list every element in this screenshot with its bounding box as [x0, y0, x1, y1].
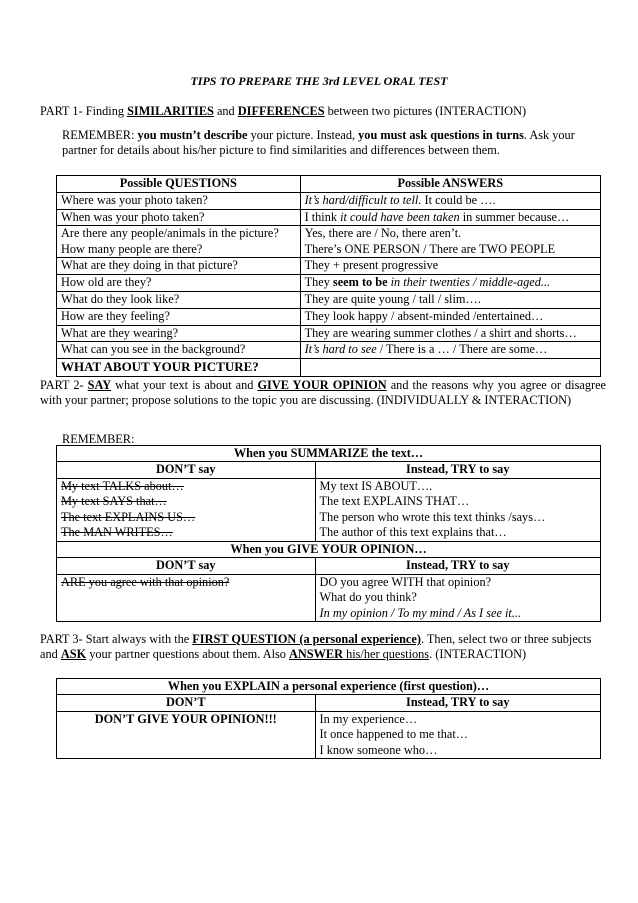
- table-row: [57, 574, 601, 621]
- wrong-phrase: My text SAYS that…: [61, 494, 167, 509]
- what-about-your-picture: WHAT ABOUT YOUR PICTURE?: [57, 359, 301, 376]
- table-row: [57, 258, 601, 275]
- table-row: [57, 308, 601, 325]
- answer-cell: Yes, there are / No, there aren’t. There’s ONE PERSON / There are TWO PEOPLE: [300, 226, 600, 258]
- wrong-phrase: My text TALKS about…: [61, 478, 184, 493]
- col-header-answers: Possible ANSWERS: [300, 176, 600, 193]
- dont-say-cell: [57, 478, 316, 541]
- try-say-cell: [315, 711, 600, 758]
- try-say-header: Instead, TRY to say: [315, 462, 600, 478]
- part3-answer: ANSWER: [289, 647, 343, 662]
- answer-cell: They are wearing summer clothes / a shirt and shorts…: [300, 325, 600, 342]
- part2-remember: REMEMBER:: [62, 432, 135, 446]
- wrong-phrase: The text EXPLAINS US…: [61, 509, 196, 524]
- part1-similarities: SIMILARITIES: [127, 104, 214, 118]
- table-row: [57, 478, 601, 541]
- correct-phrase: The author of this text explains that…: [319, 525, 507, 540]
- answer-text: in summer because…: [459, 209, 570, 224]
- question-cell: How are they feeling?: [57, 308, 301, 325]
- table-row: [57, 342, 601, 359]
- question-cell: What are they wearing?: [57, 325, 301, 342]
- questions-answers-table: [56, 175, 601, 377]
- part3-heading-also: your partner questions about them. Also: [86, 647, 290, 662]
- answer-cell: They are quite young / tall / slim….: [300, 291, 600, 308]
- part2-heading-mid: what your text is about and: [111, 378, 258, 392]
- answer-italic: It’s hard/difficult to tell.: [304, 192, 422, 207]
- question-cell: Are there any people/animals in the picture? How many people are there?: [57, 226, 301, 258]
- wrong-phrase: ARE you agree with that opinion?: [61, 574, 230, 589]
- answer-cell: [300, 342, 600, 359]
- answer-italic: in their twenties / middle-aged...: [387, 275, 551, 290]
- answer-cell: [300, 192, 600, 209]
- table-row: [57, 325, 601, 342]
- part3-heading-text: PART 3- Start always with the: [40, 632, 193, 646]
- answer-cell: [300, 209, 600, 226]
- correct-phrase: In my experience…: [319, 711, 418, 726]
- remember-text-2: . Ask your partner for details about his/her picture to find similarities and differences between them.: [62, 128, 575, 158]
- table-row: [57, 192, 601, 209]
- col-header-questions: Possible QUESTIONS: [57, 176, 301, 193]
- answer-italic: It’s hard to see: [304, 342, 377, 357]
- remember-bold-2: you must ask questions in turns: [358, 128, 524, 142]
- document-title: TIPS TO PREPARE THE 3rd LEVEL ORAL TEST: [190, 74, 448, 88]
- remember-label: REMEMBER:: [62, 128, 138, 142]
- answer-text: I think: [304, 209, 341, 224]
- part3-first-question: FIRST QUESTION (a personal experience): [192, 632, 421, 646]
- answer-cell: They look happy / absent-minded /entertained…: [300, 308, 600, 325]
- remember-text-1: your picture. Instead,: [247, 128, 359, 142]
- experience-title: When you EXPLAIN a personal experience (first question)…: [57, 679, 601, 695]
- part3-heading-rest: . (INTERACTION): [429, 647, 527, 662]
- try-say-cell: [315, 478, 600, 541]
- question-cell: How old are they?: [57, 275, 301, 292]
- part1-heading: [40, 104, 600, 119]
- table-row: [57, 209, 601, 226]
- part3-heading-mid: . Then, select two or three subjects and: [40, 632, 592, 662]
- table-row: [57, 711, 601, 758]
- experience-table: [56, 678, 601, 759]
- part2-heading: [40, 378, 606, 409]
- part2-say: SAY: [87, 378, 112, 392]
- correct-phrase: It once happened to me that…: [319, 727, 469, 742]
- correct-phrase: The text EXPLAINS THAT…: [319, 494, 470, 509]
- part1-heading-rest: between two pictures (INTERACTION): [324, 104, 527, 118]
- answer-text: / There is a … / There are some…: [376, 342, 548, 357]
- question-cell: Where was your photo taken?: [57, 192, 301, 209]
- correct-phrase: What do you think?: [319, 590, 417, 605]
- try-say-header: Instead, TRY to say: [315, 558, 600, 574]
- part2-give-opinion: GIVE YOUR OPINION: [257, 378, 387, 392]
- correct-phrase: In my opinion / To my mind / As I see it...: [319, 605, 522, 620]
- dont-header: DON’T: [57, 695, 316, 711]
- empty-cell: [300, 359, 600, 376]
- summarize-title: When you SUMMARIZE the text…: [57, 446, 601, 462]
- part1-heading-and: and: [213, 104, 238, 118]
- dont-say-header: DON’T say: [57, 462, 316, 478]
- try-say-header: Instead, TRY to say: [315, 695, 600, 711]
- remember-bold-1: you mustn’t describe: [137, 128, 248, 142]
- dont-say-cell: [57, 574, 316, 621]
- try-say-cell: [315, 574, 600, 621]
- part1-differences: DIFFERENCES: [237, 104, 325, 118]
- part1-heading-text: PART 1- Finding: [40, 104, 128, 118]
- dont-say-header: DON’T say: [57, 558, 316, 574]
- correct-phrase: The person who wrote this text thinks /says…: [319, 509, 546, 524]
- part2-heading-rest: and the reasons why you agree or disagree with your partner; propose solutions to the topic you are discussing. (INDIVIDUALLY & INTERACTION): [40, 378, 606, 408]
- dont-give-opinion: DON’T GIVE YOUR OPINION!!!: [57, 711, 316, 758]
- answer-cell: They + present progressive: [300, 258, 600, 275]
- wrong-phrase: The MAN WRITES…: [61, 525, 173, 540]
- correct-phrase: I know someone who…: [319, 742, 438, 757]
- part3-his-her-questions: his/her questions: [343, 647, 430, 662]
- answer-text: They: [304, 275, 333, 290]
- question-cell: What are they doing in that picture?: [57, 258, 301, 275]
- answer-bold: seem to be: [332, 275, 388, 290]
- correct-phrase: DO you agree WITH that opinion?: [319, 574, 492, 589]
- question-cell: When was your photo taken?: [57, 209, 301, 226]
- answer-text: It could be ….: [421, 192, 496, 207]
- table-row: [57, 226, 601, 258]
- table-row: [57, 275, 601, 292]
- summarize-opinion-table: [56, 445, 601, 622]
- question-cell: What do they look like?: [57, 291, 301, 308]
- answer-italic: it could have been taken: [340, 209, 460, 224]
- question-cell: What can you see in the background?: [57, 342, 301, 359]
- part3-ask: ASK: [60, 647, 87, 662]
- table-row: [57, 291, 601, 308]
- part1-remember: [62, 128, 602, 159]
- answer-cell: [300, 275, 600, 292]
- part2-heading-text: PART 2-: [40, 378, 88, 392]
- opinion-title: When you GIVE YOUR OPINION…: [57, 541, 601, 557]
- part3-heading: [40, 632, 610, 663]
- correct-phrase: My text IS ABOUT….: [319, 478, 433, 493]
- table-row: [57, 359, 601, 376]
